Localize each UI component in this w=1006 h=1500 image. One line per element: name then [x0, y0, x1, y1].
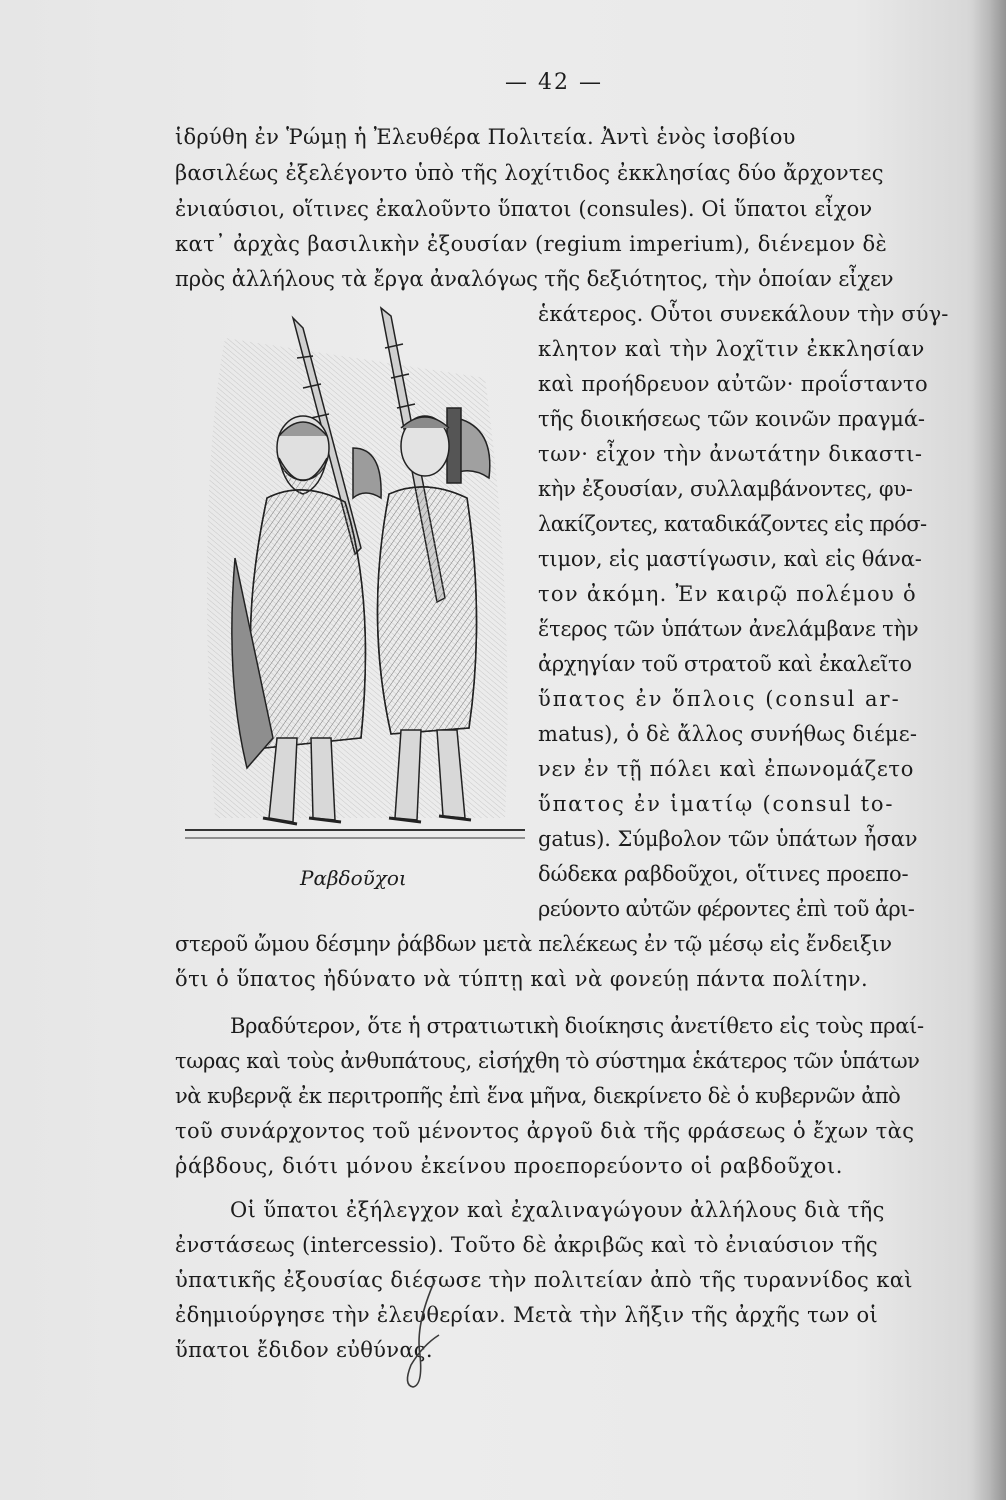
text-line: λακίζοντες, καταδικάζοντες εἰς πρόσ-	[538, 512, 927, 536]
text-line: τιμον, εἰς μαστίγωσιν, καὶ εἰς θάνα-	[538, 547, 922, 571]
text-line: ὕπατος ἐν ὅπλοις (consul ar-	[538, 687, 901, 711]
text-line: ρεύοντο αὐτῶν φέροντες ἐπὶ τοῦ ἀρι-	[538, 897, 915, 921]
text-line: ἐδημιούργησε τὴν ἐλευθερίαν. Μετὰ τὴν λῆξιν τῆς ἀρχῆς των οἱ	[175, 1303, 879, 1327]
pencil-mark	[395, 1275, 455, 1395]
text-line: τῆς διοικήσεως τῶν κοινῶν πραγμά-	[538, 407, 925, 431]
text-line: ὕπατοι ἔδιδον εὐθύνας.	[175, 1338, 433, 1362]
text-line: ἀρχηγίαν τοῦ στρατοῦ καὶ ἐκαλεῖτο	[538, 652, 912, 676]
text-line: ἕτερος τῶν ὑπάτων ἀνελάμβανε τὴν	[538, 617, 919, 641]
text-line: ὅτι ὁ ὕπατος ἠδύνατο νὰ τύπτῃ καὶ νὰ φονεύῃ πάντα πολίτην.	[175, 967, 869, 991]
text-line: matus), ὁ δὲ ἄλλος συνήθως διέμε-	[538, 722, 918, 746]
text-line: βασιλέως ἐξελέγοντο ὑπὸ τῆς λοχίτιδος ἐκκλησίας δύο ἄρχοντες	[175, 161, 884, 185]
text-line: ἐνιαύσιοι, οἵτινες ἐκαλοῦντο ὕπατοι (consules). Οἱ ὕπατοι εἶχον	[175, 197, 873, 221]
text-line: τον ἀκόμη. Ἐν καιρῷ πολέμου ὁ	[538, 582, 917, 606]
text-line: νεν ἐν τῇ πόλει καὶ ἐπωνομάζετο	[538, 757, 915, 781]
page-number: — 42 —	[505, 70, 603, 95]
text-line: gatus). Σύμβολον τῶν ὑπάτων ἦσαν	[538, 827, 918, 851]
text-line: νὰ κυβερνᾷ ἐκ περιτροπῆς ἐπὶ ἕνα μῆνα, διεκρίνετο δὲ ὁ κυβερνῶν ἀπὸ	[175, 1084, 901, 1108]
text-line: κὴν ἐξουσίαν, συλλαμβάνοντες, φυ-	[538, 477, 913, 501]
text-line: Οἱ ὕπατοι ἐξήλεγχον καὶ ἐχαλιναγώγουν ἀλλήλους διὰ τῆς	[230, 1198, 885, 1222]
text-line: των· εἶχον τὴν ἀνωτάτην δικαστι-	[538, 442, 923, 466]
text-line: κλητον καὶ τὴν λοχῖτιν ἐκκλησίαν	[538, 337, 925, 361]
text-line: ἐνστάσεως (intercessio). Τοῦτο δὲ ἀκριβῶς καὶ τὸ ἐνιαύσιον τῆς	[175, 1233, 878, 1257]
text-line: τωρας καὶ τοὺς ἀνθυπάτους, εἰσήχθη τὸ σύστημα ἑκάτερος τῶν ὑπάτων	[175, 1049, 920, 1073]
text-line: ὕπατος ἐν ἱματίῳ (consul to-	[538, 792, 895, 816]
text-line: Βραδύτερον, ὅτε ἡ στρατιωτικὴ διοίκησις ἀνετίθετο εἰς τοὺς πραί-	[230, 1014, 924, 1038]
text-line: δώδεκα ραβδοῦχοι, οἵτινες προεπο-	[538, 862, 909, 886]
text-line: ὑπατικῆς ἐξουσίας διέσωσε τὴν πολιτείαν ἀπὸ τῆς τυραννίδος καὶ	[175, 1268, 913, 1292]
text-line: κατ᾽ ἀρχὰς βασιλικὴν ἐξουσίαν (regium imperium), διένεμον δὲ	[175, 232, 888, 256]
text-line: τοῦ συνάρχοντος τοῦ μένοντος ἀργοῦ διὰ τῆς φράσεως ὁ ἔχων τὰς	[175, 1119, 915, 1143]
text-line: πρὸς ἀλλήλους τὰ ἔργα ἀναλόγως τῆς δεξιότητος, τὴν ὁποίαν εἶχεν	[175, 267, 894, 291]
figure-caption: Ραβδοῦχοι	[300, 866, 407, 890]
text-line: καὶ προήδρευον αὐτῶν· προΐσταντο	[538, 372, 928, 396]
text-line: ἑκάτερος. Οὗτοι συνεκάλουν τὴν σύγ-	[538, 302, 949, 326]
text-line: ἱδρύθη ἐν Ῥώμῃ ἡ Ἐλευθέρα Πολιτεία. Ἀντὶ ἑνὸς ἰσοβίου	[175, 125, 796, 149]
lictors-engraving	[185, 298, 525, 858]
text-line: ῥάβδους, διότι μόνου ἐκείνου προεπορεύοντο οἱ ραβδοῦχοι.	[175, 1154, 843, 1178]
text-line: στεροῦ ὤμου δέσμην ῥάβδων μετὰ πελέκεως ἐν τῷ μέσῳ εἰς ἔνδειξιν	[175, 932, 892, 956]
page-spine-shadow	[972, 0, 1006, 1500]
